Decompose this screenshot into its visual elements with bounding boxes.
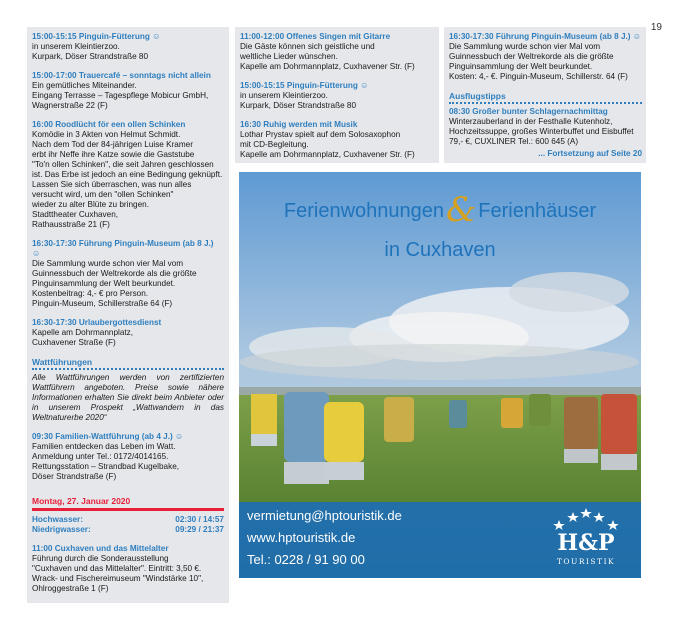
event-family-watt	[32, 432, 224, 482]
event-line: Eingang Terrasse – Tagespflege Mobicur GmbH,	[32, 91, 209, 100]
event-line: Kapelle am Dohrmannplatz, Cuxhavener Str. (F)	[240, 62, 415, 71]
logo-main-text: H&P	[557, 530, 615, 556]
event-schlager	[449, 107, 642, 147]
event-line: in unserem Kleintierzoo.	[32, 42, 120, 51]
event-line: Winterzauberland in der Festhalle Kutenholz,	[449, 117, 613, 126]
event-line: Die Sammlung wurde schon vier Mal vom	[32, 259, 184, 268]
column-middle	[235, 27, 439, 163]
event-line: Hochzeitssuppe, großes Winterbuffet und Eisbuffet	[449, 127, 634, 136]
column-left	[27, 27, 229, 603]
event-line: Kostenbeitrag: 4,- € pro Person.	[32, 289, 149, 298]
event-line: Komödie in 3 Akten von Helmut Schmidt.	[32, 130, 181, 139]
tide-value: 09:29 / 21:37	[175, 525, 224, 534]
event-line: in unserem Kleintierzoo.	[240, 91, 328, 100]
event-line: Döser Strandstraße (F)	[32, 472, 117, 481]
hp-touristik-logo	[541, 506, 631, 574]
event-line: Lothar Prystav spielt auf dem Solosaxophon	[240, 130, 401, 139]
event-theatre	[32, 120, 224, 230]
stars-icon	[541, 506, 631, 530]
beach-chair	[601, 394, 637, 470]
event-line: ist. Das Erbe ist jedoch an eine Bedingung geknüpft.	[32, 170, 223, 179]
event-line: Ohlroggestraße 1 (F)	[32, 584, 109, 593]
event-line: Stadttheater Cuxhaven,	[32, 210, 119, 219]
event-line: Die Gäste können sich geistliche und	[240, 42, 375, 51]
event-title: 11:00-12:00 Offenes Singen mit Gitarre	[240, 32, 391, 41]
date-header: Montag, 27. Januar 2020	[32, 496, 131, 506]
ad-email-link[interactable]: vermietung@hptouristik.de	[247, 508, 402, 523]
event-line: Ein gemütliches Miteinander.	[32, 81, 137, 90]
beach-chair	[529, 394, 551, 426]
beach-chair	[324, 402, 364, 480]
event-line: Kurpark, Döser Strandstraße 80	[240, 101, 357, 110]
beach-chair	[564, 397, 598, 463]
event-line: Guinnessbuch der Weltrekorde als die größte	[449, 52, 614, 61]
event-line: Cuxhavener Straße (F)	[32, 338, 116, 347]
event-line: Pinguin-Museum, Schillerstraße 64 (F)	[32, 299, 173, 308]
event-singing	[240, 32, 435, 72]
event-line: Kosten: 4,- €. Pinguin-Museum, Schillerstr. 64 (F)	[449, 72, 628, 81]
tide-table	[32, 515, 224, 535]
event-line: Wagnerstraße 22 (F)	[32, 101, 108, 110]
column-right	[444, 27, 646, 163]
event-line: Lassen Sie sich überraschen, was nun alles	[32, 180, 192, 189]
page-number: 19	[650, 22, 662, 33]
watt-note: Alle Wattführungen werden von zertifizierten Wattführern angeboten. Preise sowie nähere Informationen erhalten Sie direkt beim Anbieter oder in unserem Prospekt „Wattwandern in das Weltnaturerbe 2020“	[32, 373, 224, 422]
event-penguin-feeding	[32, 32, 224, 62]
tide-label: Niedrigwasser:	[32, 525, 91, 534]
event-music	[240, 120, 435, 160]
event-title: 15:00-15:15 Pinguin-Fütterung ☺	[240, 81, 369, 90]
event-line: Wrack- und Fischereimuseum "Windstärke 10",	[32, 574, 204, 583]
event-line: Führung durch die Sonderausstellung	[32, 554, 169, 563]
beach-chair	[284, 392, 329, 484]
event-title: 15:00-15:15 Pinguin-Fütterung ☺	[32, 32, 161, 41]
tide-label: Hochwasser:	[32, 515, 83, 524]
ampersand-icon: &	[446, 190, 477, 230]
ad-heading	[239, 190, 641, 230]
event-line: Familien entdecken das Leben im Watt.	[32, 442, 176, 451]
continued-link[interactable]: ... Fortsetzung auf Seite 20	[538, 149, 642, 158]
beach-chair	[384, 397, 414, 442]
event-line: Kapelle am Dohrmannplatz,	[32, 328, 134, 337]
tide-row-high	[32, 515, 224, 525]
tide-value: 02:30 / 14:57	[175, 515, 224, 524]
event-penguin-museum	[449, 32, 642, 82]
event-title: 08:30 Großer bunter Schlagernachmittag	[449, 107, 608, 116]
tide-row-low	[32, 525, 224, 535]
ad-heading-right: Ferienhäuser	[478, 200, 597, 222]
event-line: mit CD-Begleitung.	[240, 140, 309, 149]
event-line: Rathausstraße 21 (F)	[32, 220, 110, 229]
beach-chair	[251, 394, 277, 446]
event-line: Kapelle am Dohrmannplatz, Cuxhavener Str. (F)	[240, 150, 415, 159]
event-title: 16:30-17:30 Führung Pinguin-Museum (ab 8 J.) ☺	[449, 32, 642, 41]
section-heading-wattfuehrungen: Wattführungen	[32, 357, 224, 370]
event-medieval	[32, 544, 224, 594]
event-line: Anmeldung unter Tel.: 0172/4014165.	[32, 452, 169, 461]
beach-chair	[501, 398, 523, 428]
event-line: Pinguinsammlung der Welt beurkundet.	[32, 279, 176, 288]
ad-web-link[interactable]: www.hptouristik.de	[247, 530, 356, 545]
event-title: 15:00-17:00 Trauercafé – sonntags nicht allein	[32, 71, 211, 80]
section-heading-ausflugstipps: Ausflugstipps	[449, 91, 642, 104]
event-title: 11:00 Cuxhaven und das Mittelalter	[32, 544, 169, 553]
ad-phone: Tel.: 0228 / 91 90 00	[247, 552, 365, 567]
event-line: Nach dem Tod der 84-jährigen Luise Kramer	[32, 140, 193, 149]
event-line: Guinnessbuch der Weltrekorde als die größte	[32, 269, 197, 278]
event-trauercafe	[32, 71, 224, 111]
beach-chair	[449, 400, 467, 428]
event-title: 09:30 Familien-Wattführung (ab 4 J.) ☺	[32, 432, 184, 441]
ad-heading-left: Ferienwohnungen	[283, 200, 444, 222]
event-penguin-museum	[32, 239, 224, 309]
event-title: 16:30-17:30 Führung Pinguin-Museum (ab 8 J.) ☺	[32, 239, 214, 258]
event-line: "To'n ollen Schinken", die seit Jahren geschlossen	[32, 160, 214, 169]
event-line: Pinguinsammlung der Welt beurkundet.	[449, 62, 593, 71]
event-title: 16:00 Roodlücht för een ollen Schinken	[32, 120, 186, 129]
date-divider	[32, 508, 224, 511]
event-line: wieder zu alter Blüte zu bringen.	[32, 200, 149, 209]
event-line: 79,- €, CUXLINER Tel.: 600 645 (A)	[449, 137, 579, 146]
event-title: 16:30 Ruhig werden mit Musik	[240, 120, 358, 129]
event-line: Kurpark, Döser Strandstraße 80	[32, 52, 149, 61]
event-line: weltliche Lieder wünschen.	[240, 52, 338, 61]
event-line: Die Sammlung wurde schon vier Mal vom	[449, 42, 601, 51]
event-line: erbt ihr Neffe ihre Katze sowie die Gaststube	[32, 150, 195, 159]
event-line: versucht wird, um den "ollen Schinken"	[32, 190, 174, 199]
ad-subheading: in Cuxhaven	[384, 239, 496, 261]
logo-sub-text: TOURISTIK	[556, 557, 616, 566]
advertisement[interactable]	[239, 172, 641, 578]
event-line: "Cuxhaven und das Mittelalter". Eintritt: 3,50 €.	[32, 564, 202, 573]
event-service	[32, 318, 224, 348]
event-title: 16:30-17:30 Urlaubergottesdienst	[32, 318, 162, 327]
event-penguin-feeding	[240, 81, 435, 111]
event-line: Rettungsstation – Strandbad Kugelbake,	[32, 462, 180, 471]
